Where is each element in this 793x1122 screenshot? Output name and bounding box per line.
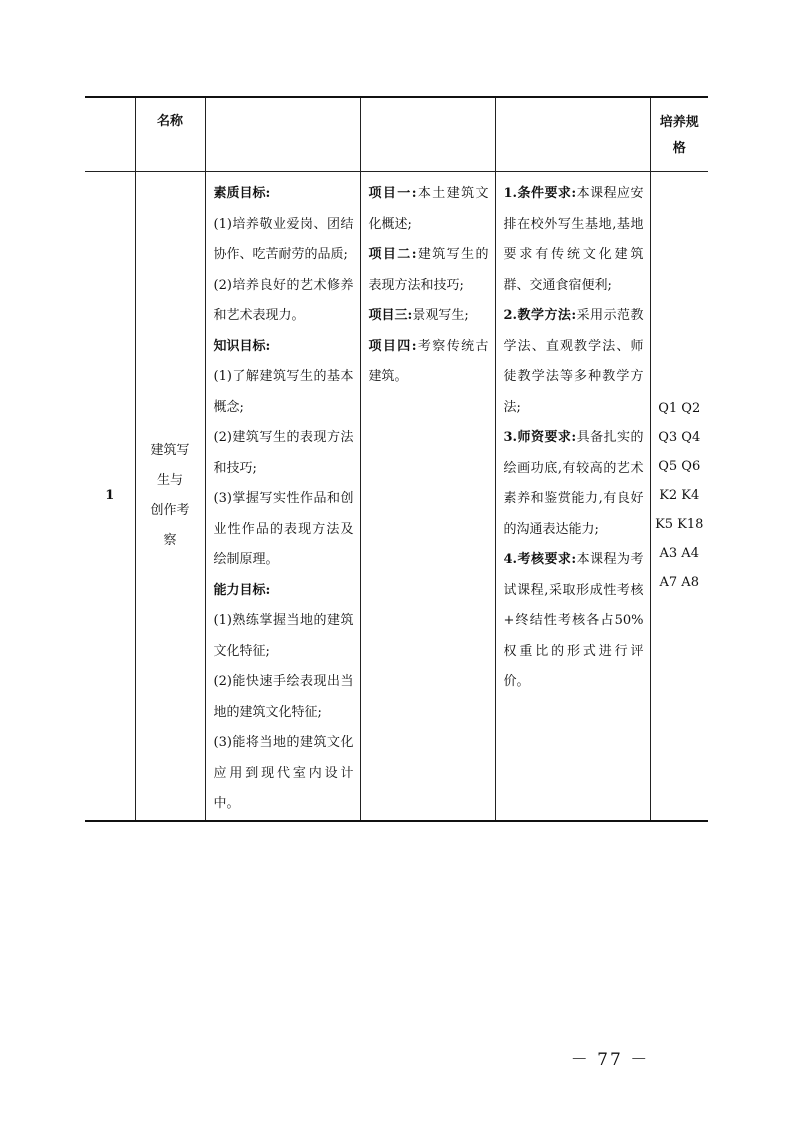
spec-code: A3 A4 bbox=[659, 546, 699, 562]
knowledge-objectives-title: 知识目标: bbox=[213, 338, 271, 354]
project-text: 考察传统古建筑。 bbox=[368, 338, 489, 384]
requirement-text: 具备扎实的绘画功底,有较高的艺术素养和鉴赏能力,有良好的沟通表达能力; bbox=[503, 430, 644, 537]
requirement-label: 1.条件要求: bbox=[503, 186, 577, 201]
projects-cell bbox=[360, 172, 495, 821]
project-text: 建筑写生的表现方法和技巧; bbox=[368, 247, 489, 293]
course-name-cell bbox=[135, 172, 205, 821]
header-cell-content bbox=[360, 97, 495, 172]
course-table bbox=[85, 96, 708, 822]
objective-item: (2)培养良好的艺术修养和艺术表现力。 bbox=[213, 277, 354, 323]
requirement-item bbox=[504, 179, 644, 301]
requirement-label: 4.考核要求: bbox=[503, 552, 577, 567]
objective-item: (1)了解建筑写生的基本概念; bbox=[213, 369, 354, 415]
objective-item: (1)培养敬业爱岗、团结协作、吃苦耐劳的品质; bbox=[213, 216, 354, 262]
objective-item: (1)熟练掌握当地的建筑文化特征; bbox=[213, 613, 354, 659]
requirement-item bbox=[504, 423, 644, 545]
header-cell-spec bbox=[650, 97, 708, 172]
spec-code: Q3 Q4 bbox=[658, 430, 701, 446]
spec-code: Q5 Q6 bbox=[658, 459, 701, 475]
row-number: 1 bbox=[85, 172, 135, 821]
course-name-line: 建筑写 bbox=[150, 442, 190, 458]
spec-code: A7 A8 bbox=[659, 575, 699, 591]
table-header-row bbox=[85, 97, 708, 172]
header-spec-line2: 格 bbox=[672, 141, 686, 156]
requirement-item bbox=[504, 545, 644, 698]
objective-item: (3)能将当地的建筑文化应用到现代室内设计中。 bbox=[213, 735, 354, 811]
project-label: 项目二: bbox=[368, 247, 417, 262]
spec-code: K2 K4 bbox=[659, 488, 700, 504]
project-label: 项目一: bbox=[368, 186, 417, 201]
objective-item: (2)能快速手绘表现出当地的建筑文化特征; bbox=[213, 674, 354, 720]
spec-code: Q1 Q2 bbox=[658, 401, 701, 417]
course-name-line: 创作考 bbox=[150, 502, 190, 518]
requirement-label: 2.教学方法: bbox=[503, 308, 577, 323]
objective-item: (2)建筑写生的表现方法和技巧; bbox=[213, 430, 354, 476]
requirement-text: 采用示范教学法、直观教学法、师徒教学法等多种教学方法; bbox=[503, 308, 644, 415]
project-item bbox=[369, 179, 489, 240]
course-name-line: 察 bbox=[163, 532, 177, 548]
project-label: 项目三: bbox=[368, 308, 413, 323]
project-text: 景观写生; bbox=[412, 308, 469, 323]
project-item bbox=[369, 332, 489, 393]
course-name-line: 生与 bbox=[156, 472, 183, 488]
ability-objectives-title: 能力目标: bbox=[213, 582, 271, 598]
table-row bbox=[85, 172, 708, 821]
requirement-text: 本课程应安排在校外写生基地,基地要求有传统文化建筑群、交通食宿便利; bbox=[503, 186, 644, 293]
project-text: 本土建筑文化概述; bbox=[368, 186, 489, 232]
header-cell-name: 名称 bbox=[135, 97, 205, 172]
header-cell-requirements bbox=[495, 97, 650, 172]
objective-item: (3)掌握写实性作品和创业性作品的表现方法及绘制原理。 bbox=[213, 491, 354, 567]
spec-code: K5 K18 bbox=[655, 517, 704, 533]
project-label: 项目四: bbox=[368, 338, 417, 354]
header-cell-number bbox=[85, 97, 135, 172]
header-spec-line1: 培养规 bbox=[659, 115, 699, 130]
quality-objectives-title: 素质目标: bbox=[213, 186, 271, 201]
project-item bbox=[369, 240, 489, 301]
requirement-label: 3.师资要求: bbox=[503, 430, 577, 445]
spec-cell bbox=[650, 172, 708, 821]
project-item bbox=[369, 301, 489, 332]
objectives-cell bbox=[205, 172, 360, 821]
header-cell-objectives bbox=[205, 97, 360, 172]
page-number: － 77 － bbox=[570, 1050, 650, 1070]
requirement-text: 本课程为考试课程,采取形成性考核+终结性考核各占50%权重比的形式进行评价。 bbox=[503, 552, 644, 689]
requirements-cell bbox=[495, 172, 650, 821]
requirement-item bbox=[504, 301, 644, 423]
